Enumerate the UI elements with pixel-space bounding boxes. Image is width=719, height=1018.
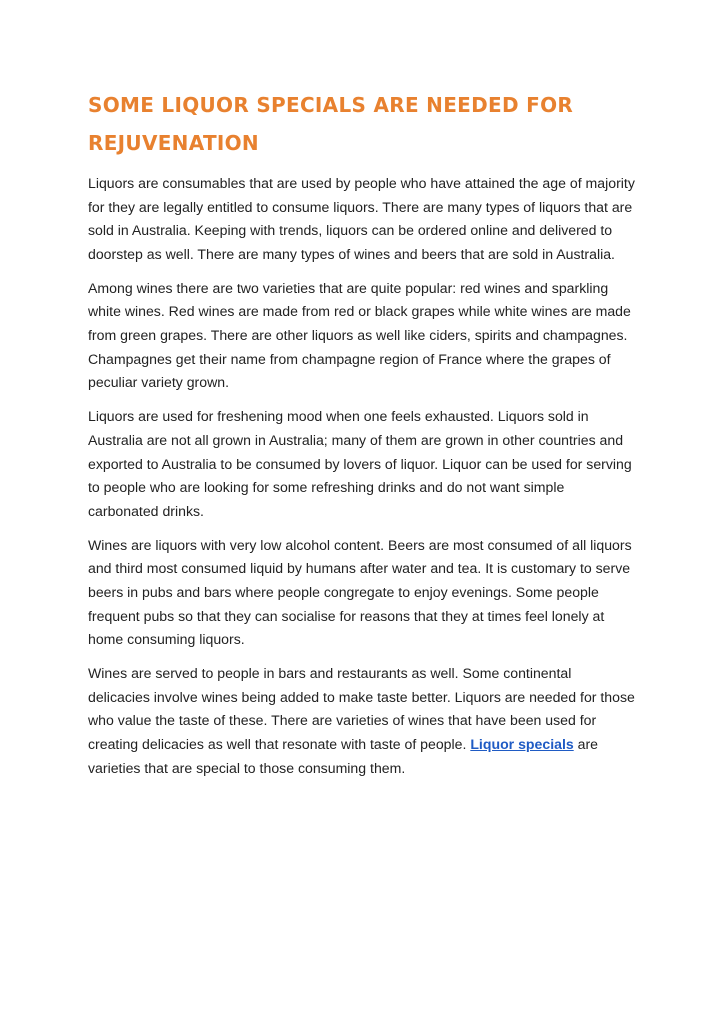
- liquor-specials-link[interactable]: Liquor specials: [470, 736, 574, 753]
- document-body: [88, 172, 636, 791]
- paragraph-1: Liquors are consumables that are used by people who have attained the age of majority for they are legally entitled to consume liquors. There are many types of liquors that are sold in Australia. Keeping with trends, liquors can be ordered online and delivered to doorstep as well. There are many types of wines and beers that are sold in Australia.: [88, 175, 635, 262]
- paragraph-3: Liquors are used for freshening mood when one feels exhausted. Liquors sold in Australia are not all grown in Australia; many of them are grown in other countries and exported to Australia to be consumed by lovers of liquor. Liquor can be used for serving to people who are looking for some refreshing drinks and do not want simple carbonated drinks.: [88, 408, 632, 519]
- document-title: SOME LIQUOR SPECIALS ARE NEEDED FOR REJUVENATION: [88, 93, 574, 155]
- paragraph-5: [88, 662, 636, 780]
- paragraph-2: Among wines there are two varieties that are quite popular: red wines and sparkling white wines. Red wines are made from red or black grapes while white wines are made from green grapes. There are other liquors as well like ciders, spirits and champagnes. Champagnes get their name from champagne region of France where the grapes of peculiar variety grown.: [88, 279, 631, 391]
- paragraph-4: Wines are liquors with very low alcohol content. Beers are most consumed of all liquors and third most consumed liquid by humans after water and tea. It is customary to serve beers in pubs and bars where people congregate to enjoy evenings. Some people frequent pubs so that they can socialise for reasons that they at times feel lonely at home consuming liquors.: [88, 536, 632, 648]
- paragraph-5-text: Wines are served to people in bars and restaurants as well. Some continental delicacies involve wines being added to make taste better. Liquors are needed for those who value the taste of these. There are varieties of wines that have been used for creating delicacies as well that resonate with taste of people.: [88, 665, 635, 753]
- paragraph-5-trailing-text: are varieties that are special to those consuming them.: [88, 736, 599, 776]
